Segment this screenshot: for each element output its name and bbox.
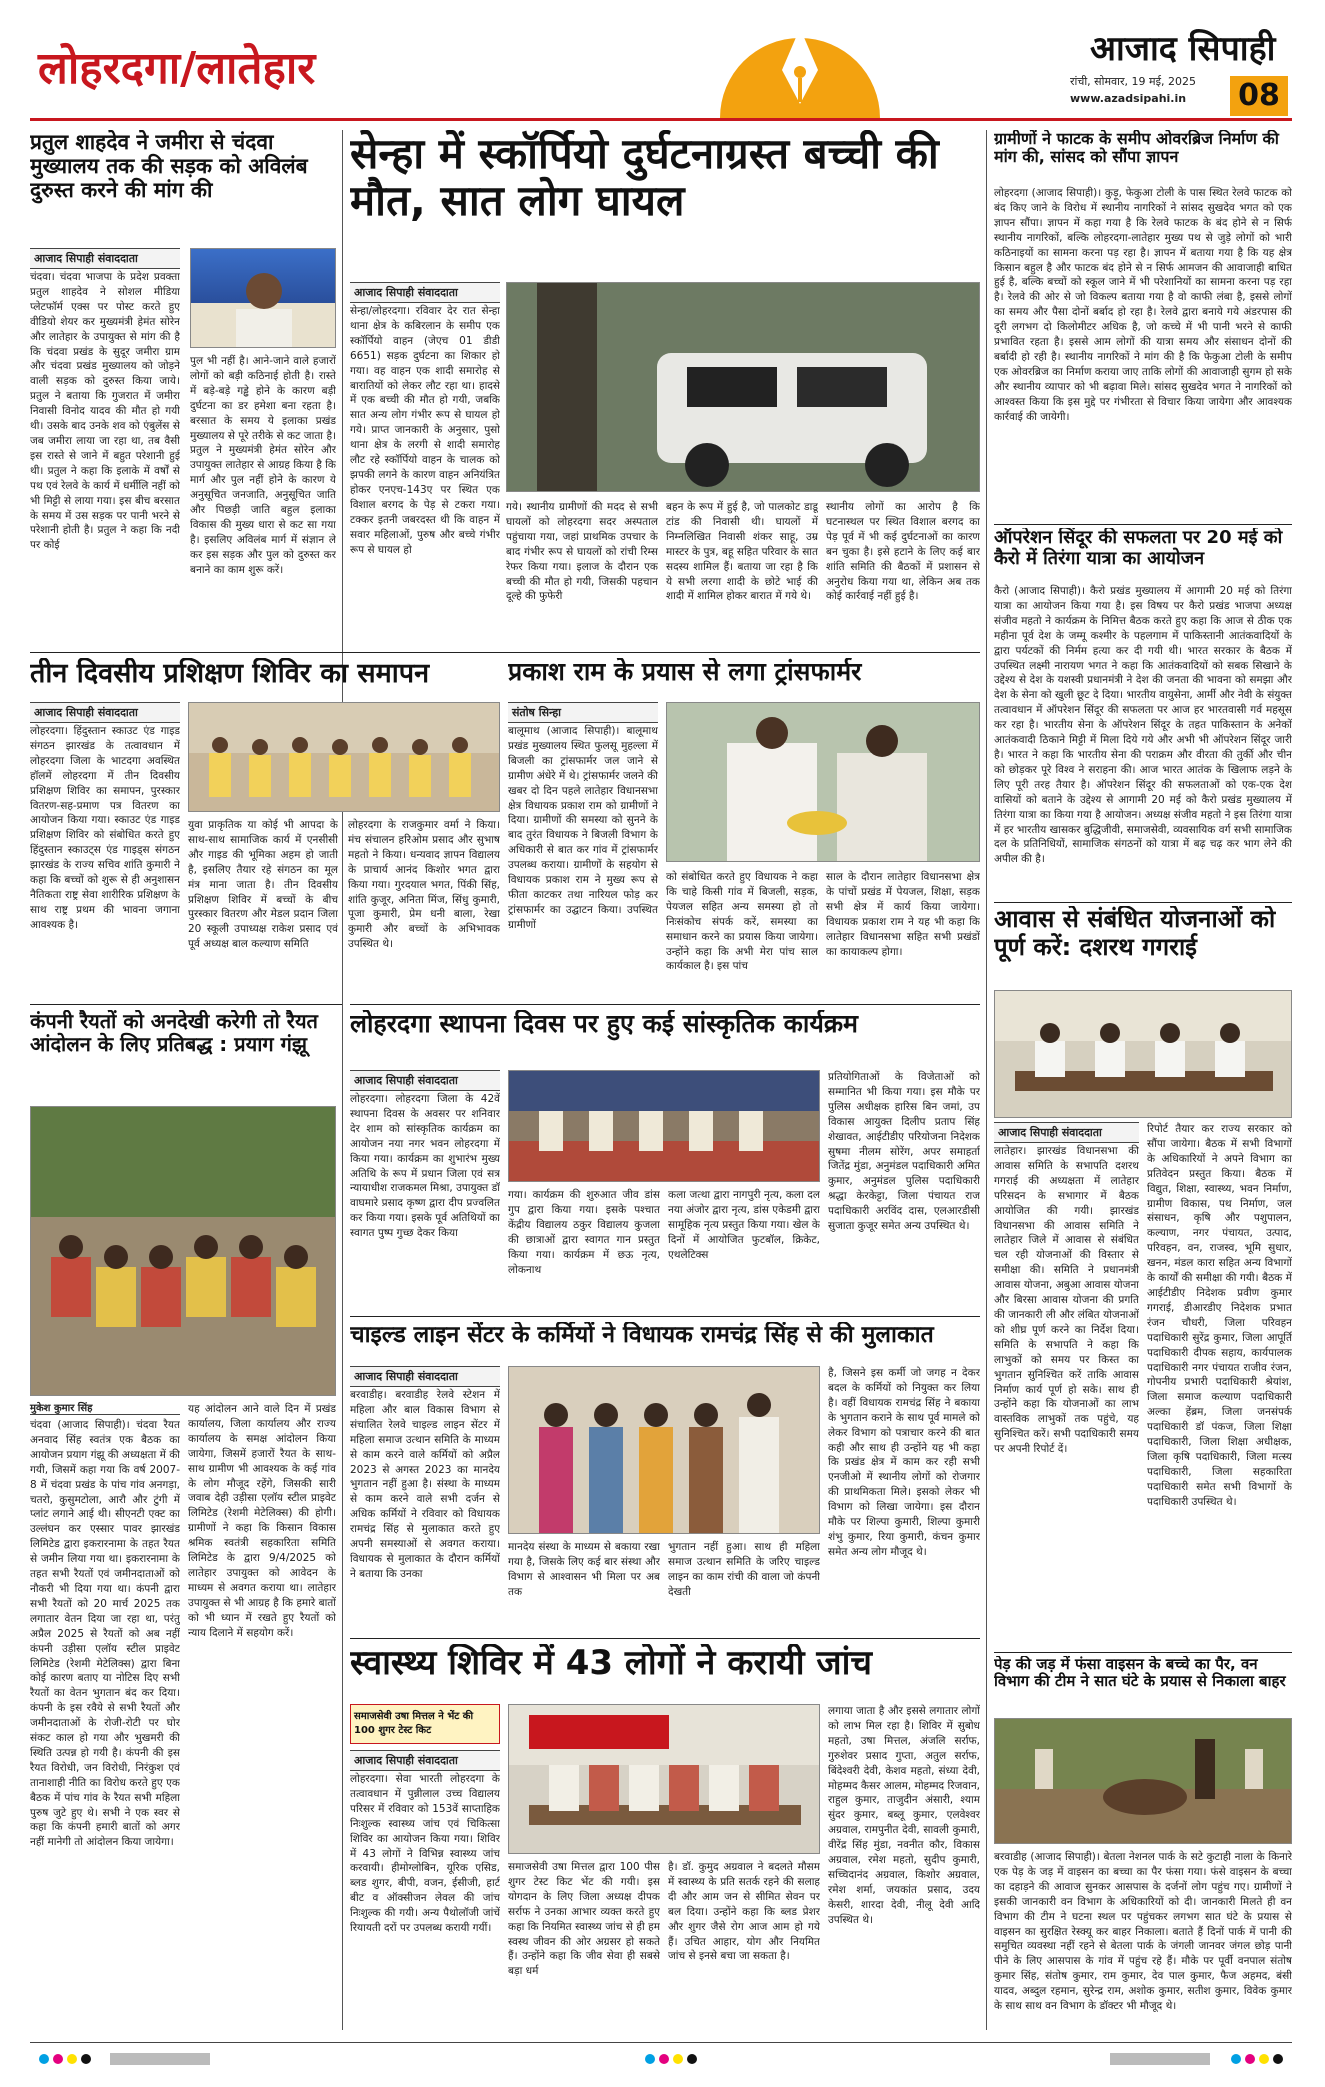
- article-training-camp: [30, 658, 500, 998]
- article-body-continued: पुल भी नहीं है। आने-जाने वाले हजारों लोगों को बड़ी कठिनाई होती है। रास्ते में बड़े-बड़े गड्ढे होने के कारण बड़ी दुर्घटना का डर हमेशा बना रहता है। बरसात के समय ये इलाका प्रखंड मुख्यालय से पूरे तरीके से कट जाता है। प्रतुल ने मुख्यमंत्री हेमंत सोरेन और उपायुक्त लातेहार से आग्रह किया है कि मार्ग और पुल नहीं होने के कारण ये अनुसूचित जनजाति, अनुसूचित जाति और पिछड़ी जाति बहुल इलाका विकास की मुख्य धारा से कट सा गया है। इसलिए अविलंब मार्ग में संज्ञान ले कर इस सड़क और पुल को दुरुस्त कर बनाने का काम शुरू करें।: [190, 355, 336, 576]
- article-body: सेन्हा/लोहरदगा। रविवार देर रात सेन्हा थाना क्षेत्र के कबिरलान के समीप एक स्कॉर्पियो वाहन (जेएच 01 डीडी 6651) सड़क दुर्घटना का शिकार हो गया। वह वाहन एक शादी समारोह से बारातियों को लेकर लौट रहा था। हादसे में एक बच्ची की मौत हो गयी, जबकि सात अन्य लोग गंभीर रूप से घायल हो गये। प्राप्त जानकारी के अनुसार, पुसो थाना क्षेत्र के लरगी से शादी समारोह लौट रहे स्कॉर्पियो वाहन के चालक को झपकी लगने के कारण वाहन अनियंत्रित होकर एनएच-143ए पर स्थित एक विशाल बरगद के पेड़ से टकरा गया। टक्कर इतनी जबरदस्त थी कि वाहन में सवार महिलाओं, पुरुष और बच्चे गंभीर रूप से घायल हो: [350, 305, 500, 556]
- portrait-photo: [190, 248, 336, 348]
- article-body-col4: स्थानीय लोगों का आरोप है कि घटनास्थल पर स्थित विशाल बरगद का पेड़ पूर्व में भी कई दुर्घटनाओं का कारण बन चुका है। इसे हटाने के लिए कई बार शांति समिति की बैठकों में प्रशासन से अनुरोध किया गया था, लेकिन अब तक कोई कार्रवाई नहीं हुई है।: [826, 501, 980, 603]
- transformer-photo: [666, 702, 980, 862]
- byline: आजाद सिपाही संवाददाता: [350, 1366, 500, 1387]
- headline: लोहरदगा स्थापना दिवस पर हुए कई सांस्कृतिक कार्यक्रम: [350, 1010, 859, 1038]
- article-childline: [350, 1322, 980, 1632]
- article-body: बरवाडीह। बरवाडीह रेलवे स्टेशन में महिला और बाल विकास विभाग से संचालित रेलवे चाइल्ड लाइन सेंटर में महिला समाज उत्थान समिति के माध्यम से काम करने वाले कर्मियों को अप्रैल 2023 से अगस्त 2023 का मानदेय भुगतान नहीं हुआ है। संस्था के माध्यम से काम करने वाले सभी दर्जन से अधिक कर्मियों ने रविवार को विधायक रामचंद्र सिंह से मुलाकात करते हुए अपनी समस्याओं से अवगत कराया। विधायक से मुलाकात के दौरान कर्मियों ने बताया कि उनका: [350, 1389, 500, 1580]
- headline: पेड़ की जड़ में फंसा वाइसन के बच्चे का पैर, वन विभाग की टीम ने सात घंटे के प्रयास से निकाला बाहर: [994, 1656, 1286, 1691]
- article-body-col2: रिपोर्ट तैयार कर राज्य सरकार को सौंपा जायेगा। बैठक में सभी विभागों के अधिकारियों ने अपने विभाग का प्रतिवेदन प्रस्तुत किया। बैठक में विद्युत, शिक्षा, स्वास्थ्य, भवन निर्माण, ग्रामीण विकास, पथ निर्माण, जल संसाधन, कृषि और पशुपालन, कल्याण, नगर पंचायत, उत्पाद, परिवहन, वन, राजस्व, भूमि सुधार, खनन, मंडल कारा सहित अन्य विभागों के कार्यों की समीक्षा की गयी। बैठक में आईटीडीए निदेशक प्रवीण कुमार गगराई, डीआरडीए निदेशक प्रभात रंजन चौधरी, जिला परिवहन पदाधिकारी सुरेंद्र कुमार, जिला आपूर्ति पदाधिकारी दीपक सहाय, कार्यपालक पदाधिकारी नगर पंचायत राजीव रंजन, गोपनीय प्रभारी पदाधिकारी श्रेयांश, जिला समाज कल्याण पदाधिकारी अल्का हेंब्रम, जिला जनसंपर्क पदाधिकारी डॉ पंकज, जिला शिक्षा पदाधिकारी, जिला शिक्षा अधीक्षक, जिला कृषि पदाधिकारी, जिला मत्स्य पदाधिकारी, जिला सहकारिता पदाधिकारी समेत सभी विभागों के पदाधिकारी उपस्थित थे।: [1147, 1123, 1292, 1508]
- article-body-col2: को संबोधित करते हुए विधायक ने कहा कि चाहे किसी गांव में बिजली, सड़क, पेयजल सहित अन्य समस्या हो तो निःसंकोच संपर्क करें, समस्या का समाधान करने का प्रयास किया जायेगा। उन्होंने कहा कि अभी मेरा पांच साल कार्यकाल है। इस पांच: [666, 871, 818, 973]
- article-body-col3: कला जत्था द्वारा नागपुरी नृत्य, कला दल नया अंजोर द्वारा नृत्य, डांस एकेडमी द्वारा सामूहिक नृत्य प्रस्तुत किया गया। खेल के दिनों में आयोजित फुटबॉल, क्रिकेट, एथलेटिक्स: [668, 1189, 820, 1261]
- meeting-photo: [30, 1106, 336, 1396]
- article-body-col4: है, जिसने इस कर्मी जो जगह न देकर बदल के कर्मियों को नियुक्त कर लिया है। वहीं विधायक रामचंद्र सिंह ने बकाया के भुगतान कराने के साथ पूर्व मामले को लेकर विभाग को पत्राचार करने की बात कही और साथ ही उन्होंने यह भी कहा कि प्रखंड क्षेत्र में काम कर रही सभी एनजीओ में स्थानीय लोगों को रोजगार की प्राथमिकता मिले। इसको लेकर भी विभाग को लिखा जायेगा। इस दौरान मौके पर शिल्पा कुमारी, शिल्पा कुमारी शंभु कुमार, रिया कुमारी, कंचन कुमार समेत अन्य लोग मौजूद थे।: [828, 1367, 980, 1558]
- article-bison-rescue: [994, 1656, 1292, 2030]
- byline: आजाद सिपाही संवाददाता: [350, 282, 500, 303]
- article-body-col4: लगाया जाता है और इससे लगातार लोगों को लाभ मिल रहा है। शिविर में सुबोध महतो, उषा मित्तल, अंजलि सर्राफ, गुरुशेवर प्रसाद गुप्ता, अतुल सर्राफ, बिंदेश्वरी देवी, केशव महतो, संध्या देवी, मोहम्मद कैसर आलम, मोहम्मद रिजवान, राहुल कुमार, ताजुदीन अंसारी, श्याम सुंदर कुमार, बब्लू कुमार, एलवेश्वर अग्रवाल, रामपुनीत देवी, सावली कुमारी, वीरेंद्र सिंह मुंडा, नवनीत कौर, विकास अग्रवाल, रमेश महतो, सुदीप कुमारी, सच्चिदानंद अग्रवाल, किशोर अग्रवाल, रमेश शर्मा, जयकांत प्रसाद, उदय केसरी, शारदा देवी, नीलू देवी आदि उपस्थित थे।: [828, 1705, 980, 1926]
- article-body-col3: बहन के रूप में हुई है, जो पालकोट डाडू टांड की निवासी थी। घायलों में निम्नलिखित निवासी शंकर साहू, उम्र मास्टर के पुत्र, बहू सहित परिवार के सात सदस्य शामिल हैं। बताया जा रहा है कि ये सभी लरगा शादी के छोटे भाई की शादी में शामिल होकर बारात में गये थे।: [666, 501, 818, 603]
- byline: आजाद सिपाही संवाददाता: [994, 1122, 1139, 1143]
- headline: कंपनी रैयतों को अनदेखी करेगी तो रैयत आंदोलन के लिए प्रतिबद्ध : प्रयाग गंझू: [30, 1010, 318, 1056]
- article-overbridge: [994, 130, 1292, 520]
- article-body: बालूमाथ (आजाद सिपाही)। बालूमाथ प्रखंड मुख्यालय स्थित फुलसू मुहल्ला में बिजली का ट्रांसफार्मर जल जाने से ग्रामीण अंधेरे में थे। ट्रांसफार्मर जलने की खबर दो दिन पहले लातेहार विधानसभा क्षेत्र विधायक प्रकाश राम को ग्रामीणों ने दिया। ग्रामीणों की समस्या को सुनने के बाद तुरंत विधायक ने बिजली विभाग के अधिकारी से बात कर गांव में ट्रांसफार्मर उपलब्ध कराया। ग्रामीणों के सहयोग से विधायक प्रकाश राम ने मुख्य रूप से फीता काटकर तथा नारियल फोड़ कर ट्रांसफार्मर का उद्घाटन किया। उपस्थित ग्रामीणों: [508, 725, 658, 931]
- headline: ग्रामीणों ने फाटक के समीप ओवरब्रिज निर्माण की मांग की, सांसद को सौंपा ज्ञापन: [994, 130, 1279, 167]
- stage-photo: [508, 1070, 820, 1182]
- article-body-col2: यह आंदोलन आने वाले दिन में प्रखंड कार्यालय, जिला कार्यालय और राज्य कार्यालय के समक्ष आंदोलन किया जायेगा, जिसमें हजारों रैयत के साथ-साथ ग्रामीण भी आवश्यक के कई गांव के लोग मौजूद रहेंगे, जिसकी सारी जवाब देही उड़ीसा एलॉय स्टील प्राइवेट लिमिटेड (रेशमी मेटेलिक्स) की होगी। ग्रामीणों ने कहा कि किसान विकास श्रमिक स्वतंत्री सहकारिता समिति लिमिटेड के द्वारा 9/4/2025 को लातेहार उपायुक्त को आवेदन के माध्यम से अवगत कराया था। लातेहार उपायुक्त से भी आग्रह है कि हमारे बातों को भी ध्यान में रखते हुए रैयतों को न्याय दिलाने में सहयोग करें।: [188, 1403, 336, 1639]
- article-body: लोहरदगा। लोहरदगा जिला के 42वें स्थापना दिवस के अवसर पर शनिवार देर शाम को सांस्कृतिक कार्यक्रम का आयोजन नया नगर भवन लोहरदगा में किया गया। कार्यक्रम का शुभारंभ मुख्य अतिथि के रूप में प्रधान जिला एवं सत्र न्यायाधीश राजकमल मिश्रा, उपायुक्त डॉ वाघमारे प्रसाद कृष्ण द्वारा दीप प्रज्वलित कर किया गया। इसके पूर्व अतिथियों का स्वागत पुष्प गुच्छ देकर किया: [350, 1093, 500, 1240]
- bison-rescue-photo: [994, 1718, 1292, 1844]
- article-transformer: [508, 658, 980, 998]
- masthead: [0, 0, 1325, 120]
- article-body: लोहरदगा। हिंदुस्तान स्काउट एंड गाइड संगठन झारखंड के तत्वावधान में लोहरदगा जिला के भाटदगा अवस्थित हॉलमें लोहरदगा में तीन दिवसीय प्रशिक्षण शिविर का समापन, पुरस्कार वितरण-सह-प्रमाण पत्र वितरण का आयोजन किया गया। स्काउट एंड गाइड प्रशिक्षण शिविर को संबोधित करते हुए हिंदुस्तान स्काउट्स एंड गाइड्स संगठन झारखंड के राज्य सचिव शांति कुमारी ने कहा कि बच्चों को शुरू से ही अनुशासन नैतिकता राष्ट्र सेवा शारीरिक प्रशिक्षण के साथ राष्ट्र प्रथम की भावना जगाना आवश्यक है।: [30, 725, 180, 931]
- article-body: लातेहार। झारखंड विधानसभा की आवास समिति के सभापति दशरथ गगराई की अध्यक्षता में लातेहार परिसदन के सभागार में बैठक आयोजित की गयी। झारखंड विधानसभा की आवास समिति ने लातेहार जिले में आवास से संबंधित चल रही योजनाओं की विस्तार से समीक्षा की। समिति ने प्रधानमंत्री आवास योजना, अबुआ आवास योजना और बिरसा आवास योजना की प्रगति की जानकारी ली और लंबित योजनाओं को शीघ्र पूर्ण करने का निर्देश दिया। समिति के सभापति ने कहा कि लाभुकों को समय पर किस्त का भुगतान सुनिश्चित करें ताकि आवास निर्माण कार्य पूर्ण हो सके। साथ ही उन्होंने कहा कि योजनाओं का लाभ वास्तविक लाभुकों तक पहुंचे, यह सुनिश्चित करें। सभी पदाधिकारी समय पर अपनी रिपोर्ट दें।: [994, 1145, 1139, 1456]
- article-body-col2: गये। स्थानीय ग्रामीणों की मदद से सभी घायलों को लोहरदगा सदर अस्पताल पहुंचाया गया, जहां प्राथमिक उपचार के बाद गंभीर रूप से घायलों को रांची रिम्स रेफर किया गया। इलाज के दौरान एक बच्ची की मौत हो गयी, जिसकी पहचान दूल्हे की फुफेरी: [506, 501, 658, 603]
- article-road-demand: [30, 130, 336, 646]
- headline: तीन दिवसीय प्रशिक्षण शिविर का समापन: [30, 658, 430, 689]
- headline: ऑपरेशन सिंदूर की सफलता पर 20 मई को कैरो में तिरंगा यात्रा का आयोजन: [994, 528, 1283, 569]
- article-housing-schemes: [994, 906, 1292, 1650]
- page-number: 08: [1230, 76, 1288, 116]
- website: www.azadsipahi.in: [1070, 92, 1187, 105]
- article-company-raiyat: [30, 1010, 336, 2030]
- article-body: चंदवा। चंदवा भाजपा के प्रदेश प्रवक्ता प्रतुल शाहदेव ने सोशल मीडिया प्लेटफॉर्म एक्स पर पोस्ट करते हुए वीडियो शेयर कर मुख्यमंत्री हेमंत सोरेन और लातेहार के उपायुक्त से मांग की है कि चंदवा प्रखंड के सुदूर जमीरा ग्राम और चंदवा प्रखंड मुख्यालय को जोड़ने वाली सड़क को दुरुस्त किया जाये। प्रतुल ने बताया कि गुजरात में जमीरा निवासी विनोद यादव की मौत हो गयी थी। उसके बाद उनके शव को एंबुलेंस से जब जमीरा लाया जा रहा था, तब वैसी इस रास्ते से जाने में बहुत परेशानी हुई थी। प्रतुल ने कहा कि इलाके में वर्षों से पथ एवं रेलवे के कार्य में धर्मीलि नहीं को भी मिट्टी से लाया गया। इस बीच बरसात के समय में उस सड़क पर पानी भरने से परेशानी होती है। प्रतुल ने कहा कि नदी पर कोई: [30, 271, 180, 552]
- byline: आजाद सिपाही संवाददाता: [30, 248, 180, 269]
- headline: चाइल्ड लाइन सेंटर के कर्मियों ने विधायक रामचंद्र सिंह से की मुलाकात: [350, 1322, 934, 1348]
- article-body: लोहरदगा (आजाद सिपाही)। कुड़ू, फेकुआ टोली के पास स्थित रेलवे फाटक को बंद किए जाने के विरोध में स्थानीय नागरिकों ने सांसद सुखदेव भगत को एक ज्ञापन सौंपा। ज्ञापन में कहा गया है कि रेलवे फाटक के बंद होने से न सिर्फ स्थानीय नागरिकों, बल्कि लोहरदगा-लातेहार मुख्य पथ से जुड़े लोगों को भारी कठिनाइयों का सामना करना पड़ रहा है। ज्ञापन में बताया गया है कि यह क्षेत्र किसान बहुल है और फाटक बंद होने से न सिर्फ आमजन की आवाजाही बाधित हुई है, बल्कि बच्चों को स्कूल जाने में भी परेशानियों का सामना करना पड़ रहा है। रेलवे की ओर से जो विकल्प बताया गया है वो काफी लंबा है, इससे लोगों का समय और पैसा दोनों बर्बाद हो रहा है। रेलवे द्वारा बनाये गये अंडरपास की दूरी लगभग दो किलोमीटर अधिक है, जो कच्चे में भी पानी भरने से काफी प्रभावित रहता है। इससे आम लोगों की यात्रा समय और संसाधन दोनों की बर्बादी हो रही है। स्थानीय नागरिकों ने मांग की है कि फेकुआ टोली के समीप एक ओवरब्रिज का निर्माण कराया जाए ताकि लोगों की आवाजाही सुगम हो सके और स्थानीय व्यापार को भी बढ़ावा मिले। सांसद सुखदेव भगत ने नागरिकों को आश्वस्त किया कि इस मुद्दे पर गंभीरता से विचार किया जायेगा और आवश्यक कार्रवाई की जायेगी।: [994, 187, 1292, 423]
- headline: सेन्हा में स्कॉर्पियो दुर्घटनाग्रस्त बच्ची की मौत, सात लोग घायल: [350, 130, 939, 226]
- article-health-camp: [350, 1644, 980, 2030]
- sub-box: समाजसेवी उषा मित्तल ने भेंट की 100 शुगर टेस्ट किट: [350, 1704, 500, 1744]
- health-camp-photo: [508, 1704, 820, 1854]
- article-body-col2: समाजसेवी उषा मित्तल द्वारा 100 पीस शुगर टेस्ट किट भेंट की गयी। इस योगदान के लिए जिला अध्यक्ष दीपक सर्राफ ने उनका आभार व्यक्त करते हुए कहा कि नियमित स्वास्थ्य जांच से ही हम स्वस्थ जीवन की ओर अग्रसर हो सकते हैं। उन्होंने कहा कि जीव सेवा ही सबसे बड़ा धर्म: [508, 1861, 660, 1978]
- article-scorpio-accident: [350, 130, 980, 646]
- article-body: लोहरदगा। सेवा भारती लोहरदगा के तत्वावधान में पुन्नीलाल उच्च विद्यालय परिसर में रविवार को 153वें साप्ताहिक निःशुल्क स्वास्थ्य जांच एवं चिकित्सा शिविर का आयोजन किया गया। शिविर में 43 लोगों ने विभिन्न स्वास्थ्य जांच करवायी। हीमोग्लोबिन, यूरिक एसिड, ब्लड शुगर, बीपी, वजन, ईसीजी, हार्ट बीट व ऑक्सीजन लेवल की जांच निःशुल्क की गयी। अन्य पैथोलॉजी जांचें रियायती दरों पर उपलब्ध करायी गयीं।: [350, 1773, 500, 1935]
- article-body-col2: मानदेय संस्था के माध्यम से बकाया रखा गया है, जिसके लिए कई बार संस्था और विभाग से आश्वासन भी मिला पर अब तक: [508, 1541, 660, 1598]
- accident-photo: [506, 282, 980, 492]
- byline: संतोष सिन्हा: [508, 702, 658, 723]
- paper-name: आजाद सिपाही: [1090, 29, 1276, 69]
- article-body-col3: भुगतान नहीं हुआ। साथ ही महिला समाज उत्थान समिति के जरिए चाइल्ड लाइन का काम रांची की वाला जो कंपनी देखती: [668, 1541, 820, 1598]
- childline-photo: [508, 1366, 820, 1534]
- article-body: बरवाडीह (आजाद सिपाही)। बेतला नेशनल पार्क के सटे कुटाही नाला के किनारे एक पेड़ के जड़ में वाइसन का बच्चा का पैर फंसा गया। फंसे वाइसन के बच्चा का दहाड़ने की आवाज सुनकर आसपास के दर्जनों लोग पहुंच गए। ग्रामीणों ने इसकी जानकारी वन विभाग के अधिकारियों को दी। जानकारी मिलते ही वन विभाग की टीम ने घटना स्थल पर पहुंचकर लगभग सात घंटे के प्रयास से वाइसन का सुरक्षित रेस्क्यू कर बाहर निकाला। बताते हैं दिनों पार्क में पानी की समुचित व्यवस्था नहीं रहने से बेतला पार्क के जंगली जानवर जंगल छोड़ पानी पीने के लिए आसपास के गांव में पहुंच रहे हैं। मौके पर पूर्वी वनपाल संतोष कुमार सिंह, संतोष कुमार, राम कुमार, देव पाल कुमार, फैज अहमद, बंसी यादव, अब्दुल रहमान, सुरेन्द्र राम, अशोक कुमार, सतीश कुमार, विवेक कुमार के साथ साथ वन विभाग के डॉक्टर भी मौजूद थे।: [994, 1851, 1292, 2013]
- headline: आवास से संबंधित योजनाओं को पूर्ण करें: दशरथ गगराई: [994, 906, 1276, 961]
- headline: स्वास्थ्य शिविर में 43 लोगों ने करायी जांच: [350, 1644, 873, 1683]
- article-body: कैरो (आजाद सिपाही)। कैरो प्रखंड मुख्यालय में आगामी 20 मई को तिरंगा यात्रा का आयोजन किया गया है। इस विषय पर कैरो प्रखंड भाजपा अध्यक्ष संजीव महतो ने कार्यक्रम के निमित्त बैठक करते हुए कहा कि आज से ठीक एक महीना पूर्व देश के जम्मू कश्मीर के पहलगाम में पाकिस्तानी आतंकवादियों के द्वारा पर्यटकों की निर्मम हत्या कर दी गयी थी। भारत सरकार के बैठक में उपस्थित लक्ष्मी नारायण भगत ने कहा कि आतंकवादियों को सबक सिखाने के उद्देश्य से देश के यशस्वी प्रधानमंत्री ने देश की जनता की भावना को समझा और देश के सेना को खुली छूट दे दिया। भारतीय वायुसेना, आर्मी और नेवी के संयुक्त तत्वावधान में ऑपरेशन सिंदूर की सफलता पर आज हर भारतवासी गर्व महसूस कर रहा है। भारतीय सेना के ऑपरेशन सिंदूर के तहत पाकिस्तान के अनेकों आतंकवादी ठिकाने मिट्टी में मिला दिये गये और अभी भी ऑपरेशन सिंदूर जारी है। भारत ने कहा कि भारतीय सेना की पराक्रम और वीरता की तुर्की और चीन को छोड़कर पूरे विश्व ने सराहना की। आज भारत आतंक के खिलाफ लड़ने के लिए पूरी तरह तैयार है। ऑपरेशन सिंदूर की सफलताओं को एक-एक देश वासियों को बताने के उद्देश्य से आगामी 20 मई को कैरो प्रखंड मुख्यालय में तिरंगा यात्रा का किया गया है आयोजन। अध्यक्ष संजीव महतो ने इस तिरंगा यात्रा में हर भारतीय खासकर बुद्धिजीवी, समाजसेवी, व्यवसायिक वर्ग सभी सामाजिक दल के प्रतिनिधियों, सामाजिक संगठनों को यात्रा में बढ़ चढ़ कर भाग लेने की अपील की है।: [994, 585, 1292, 866]
- article-body-col2: गया। कार्यक्रम की शुरुआत जीव डांस गुप द्वारा किया गया। इसके पश्चात केंद्रीय विद्यालय ठकुर विद्यालय कुजला की छात्राओं द्वारा स्वागत गान प्रस्तुत किया गया। कार्यक्रम में छऊ नृत्य, लोकनाथ: [508, 1189, 660, 1276]
- section-title: लोहरदगा/लातेहार: [38, 43, 316, 94]
- article-foundation-day: [350, 1010, 980, 1310]
- byline: आजाद सिपाही संवाददाता: [30, 702, 180, 723]
- article-body-col2: युवा प्राकृतिक या कोई भी आपदा के साथ-साथ सामाजिक कार्य में एनसीसी और गाइड की भूमिका अहम हो जाती है, इसलिए तैयार रहे संगठन का मूल मंत्र माना जाता है। तीन दिवसीय प्रशिक्षण शिविर में बच्चों के बीच पुरस्कार वितरण और मेडल प्रदान जिला 20 स्कूली उपाध्यक्ष राकेश प्रसाद एवं पूर्व अध्यक्ष बाल कल्याण समिति: [188, 819, 338, 951]
- headline: प्रकाश राम के प्रयास से लगा ट्रांसफार्मर: [508, 658, 862, 686]
- byline: आजाद सिपाही संवाददाता: [350, 1070, 500, 1091]
- pen-nib-logo: [700, 0, 900, 118]
- article-tiranga-yatra: [994, 528, 1292, 900]
- article-body: चंदवा (आजाद सिपाही)। चंदवा रैयत अनवाद सिंह स्वतंत्र एक बैठक का आयोजन प्रयाग गंझू की अध्यक्षता में की गयी, जिसमें कहा गया कि वर्ष 2007-8 में चंदवा प्रखंड के पांच गांव अनगड़ा, चतरो, कुसुमटोला, आरौ और टुंगी में प्लांट लगाने आई थी। सीएनटी एक्ट का उल्लंघन कर एस्सार पावर झारखंड लिमिटेड द्वारा इकरारनामा के तहत रैयत से जमीन लिया गया था। इकरारनामा के तहत सभी रैयतों एवं जमीनदाताओं को नौकरी भी दिया गया था। कंपनी द्वारा सभी रैयतों को 20 मार्च 2025 तक लगातार वेतन दिया जा रहा था, परंतु अप्रैल 2025 से रैयतों को अब नहीं कंपनी उड़ीसा एलॉय स्टील प्राइवेट लिमिटेड (रेशमी मेटेलिक्स) द्वारा बिना कोई कारण बताए या नोटिस दिए सभी रैयतों का वेतन भुगतान बंद कर दिया। कंपनी के इस रवैये से सभी रैयतों और जमीनदाताओं के रोजी-रोटी पर घोर संकट काल हो गया और भुखमरी की स्थिति उत्पन्न हो गयी है। कंपनी की इस रैयत विरोधी, जन विरोधी, निरंकुश एवं तानाशाही नीति का विरोध करते हुए एक बैठक में पांच गांव के रैयत सभी महिला पुरुष जुटे हुए थे। सभी ने एक स्वर से कहा कि कंपनी हमारी बातों को अगर नहीं मानेगी तो आंदोलन किया जायेगा।: [30, 1419, 180, 1849]
- photo-credit: मुकेश कुमार सिंह: [30, 1400, 180, 1415]
- article-body-col3: है। डॉ. कुमुद अग्रवाल ने बदलते मौसम में स्वास्थ्य के प्रति सतर्क रहने की सलाह दी और आम जन से सीमित सेवन पर बल दिया। उन्होंने कहा कि ब्लड प्रेशर और शुगर जैसे रोग आज आम हो गये हैं। उचित आहार, योग और नियमित जांच से इनसे बचा जा सकता है।: [668, 1861, 820, 1963]
- article-body-col3: लोहरदगा के राजकुमार वर्मा ने किया। मंच संचालन हरिओम प्रसाद और सुभाष महतो ने किया। धन्यवाद ज्ञापन विद्यालय के प्राचार्य आनंद किशोर भगत द्वारा किया गया। गुरदयाल भगत, पिंकी सिंह, शांति कुजूर, अनिता मिंज, सिंधु कुमारी, पूजा कुमारी, प्रेम धनी बाला, रेखा कुमारी और बच्चों के अभिभावक उपस्थित थे।: [348, 819, 500, 951]
- article-body-col4: प्रतियोगिताओं के विजेताओं को सम्मानित भी किया गया। इस मौके पर पुलिस अधीक्षक हारिस बिन जमां, उप विकास आयुक्त दिलीप प्रताप सिंह शेखावत, आईटीडीए परियोजना निदेशक सुषमा नीलम सोरेंग, अपर समाहर्ता जितेंद्र मुंडा, अनुमंडल पदाधिकारी अमित कुमार, अनुमंडल पुलिस पदाधिकारी श्रद्धा केरकेट्टा, जिला पंचायत राज पदाधिकारी अरविंद दास, एलआरडीसी सुजाता कुजूर समेत अन्य उपस्थित थे।: [828, 1071, 980, 1233]
- dateline: रांची, सोमवार, 19 मई, 2025: [1070, 75, 1196, 88]
- meeting-room-photo: [994, 990, 1292, 1118]
- headline: प्रतुल शाहदेव ने जमीरा से चंदवा मुख्यालय तक की सड़क को अविलंब दुरुस्त करने की मांग की: [30, 130, 308, 203]
- footer-bar: [30, 2042, 1292, 2070]
- group-photo: [188, 702, 500, 812]
- article-body-col3: साल के दौरान लातेहार विधानसभा क्षेत्र के पांचों प्रखंड में पेयजल, शिक्षा, सड़क सभी क्षेत्र में कार्य किया जायेगा। विधायक प्रकाश राम ने यह भी कहा कि लातेहार विधानसभा सहित सभी प्रखंडों का कायाकल्प होगा।: [826, 871, 980, 958]
- masthead-rule: [30, 118, 1292, 121]
- byline: आजाद सिपाही संवाददाता: [350, 1750, 500, 1771]
